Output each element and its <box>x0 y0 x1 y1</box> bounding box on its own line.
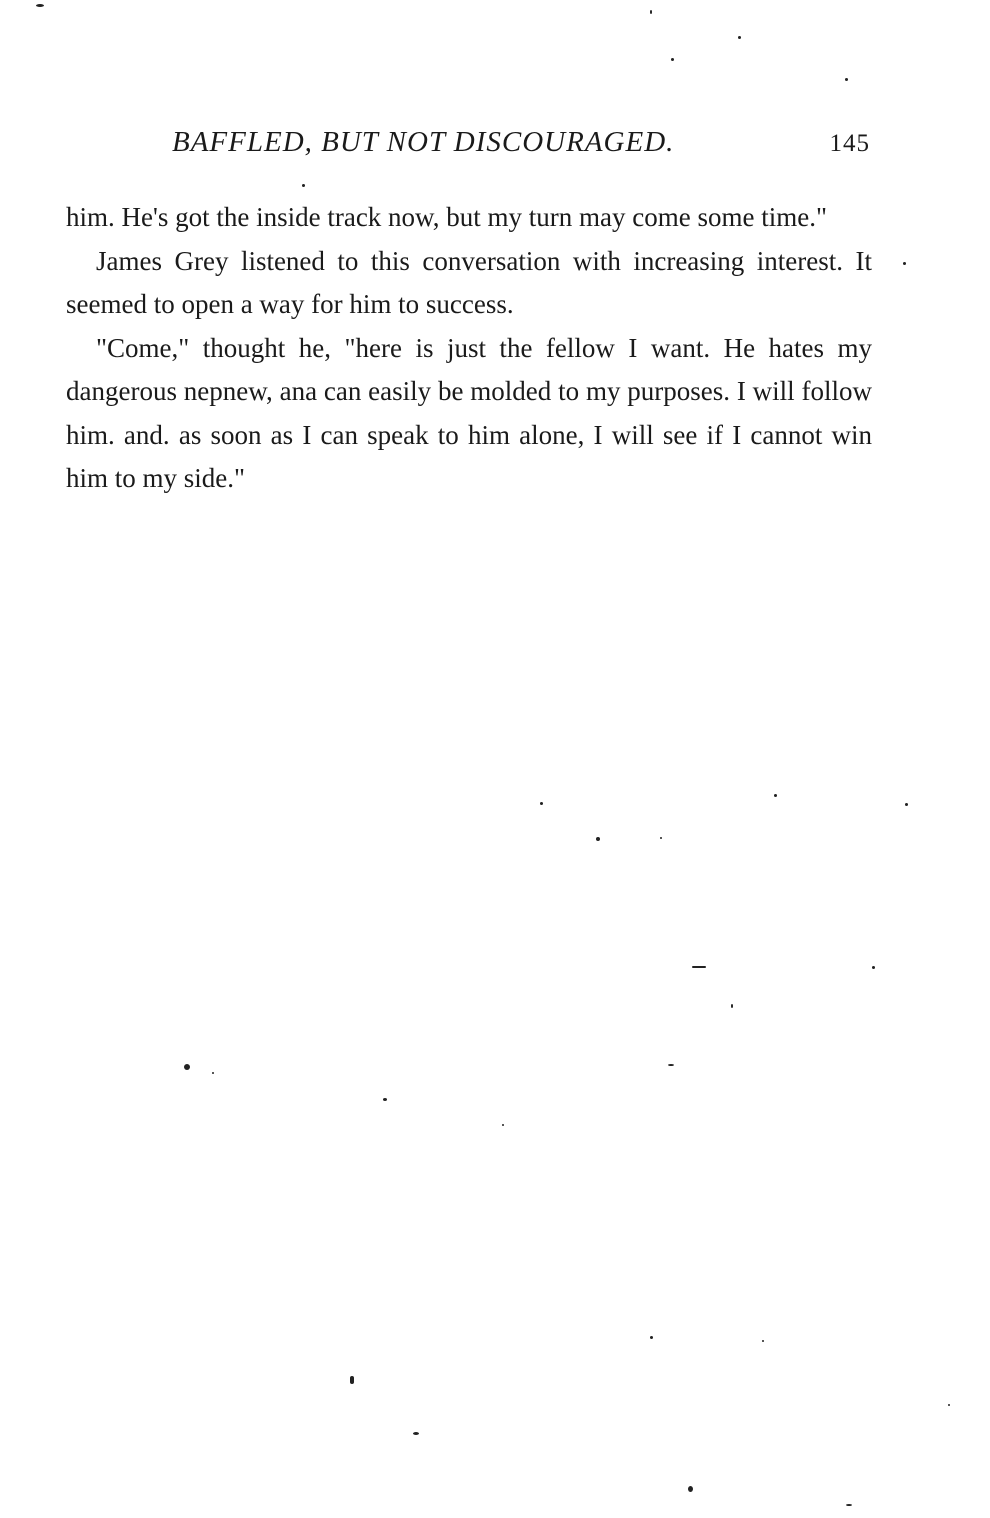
scan-speck <box>502 1124 504 1126</box>
scan-speck <box>302 184 305 187</box>
scan-speck <box>903 262 906 265</box>
paragraph-1: him. He's got the inside track now, but my turn may come some time." <box>66 202 827 232</box>
paragraph-3: "Come," thought he, "here is just the fellow I want. He hates my dangerous nepnew, ana can easily be molded to my purposes. I will follow him. and. as soon as I can speak to him alone, I will see if I cannot win him to my side." <box>66 332 872 493</box>
scan-speck <box>668 1064 674 1066</box>
scan-speck <box>774 794 777 797</box>
scan-speck <box>212 1072 214 1074</box>
scan-speck <box>688 1486 693 1492</box>
scan-speck <box>660 837 662 839</box>
scan-speck <box>846 1504 852 1506</box>
running-head <box>66 126 872 166</box>
scan-speck <box>184 1064 190 1070</box>
scan-speck <box>692 966 706 968</box>
running-title: BAFFLED, BUT NOT DISCOURAGED. <box>172 126 675 158</box>
scan-speck <box>905 803 908 806</box>
scan-speck <box>738 36 741 39</box>
scan-speck <box>36 4 44 7</box>
paragraph-2: James Grey listened to this conversation with increasing interest. It seemed to open a way for him to success. <box>66 245 872 319</box>
scan-speck <box>671 58 674 61</box>
scan-speck <box>872 966 875 969</box>
scan-speck <box>350 1376 354 1384</box>
body-text <box>66 196 872 501</box>
scan-speck <box>540 802 543 805</box>
scan-speck <box>383 1098 387 1101</box>
scan-speck <box>948 1404 950 1406</box>
scan-speck <box>845 78 848 81</box>
scan-speck <box>762 1340 764 1342</box>
page-number: 145 <box>829 130 870 157</box>
scan-speck <box>650 1336 653 1339</box>
scan-speck <box>413 1432 419 1435</box>
scan-speck <box>596 837 600 841</box>
scan-speck <box>731 1004 733 1008</box>
scan-speck <box>650 10 652 14</box>
